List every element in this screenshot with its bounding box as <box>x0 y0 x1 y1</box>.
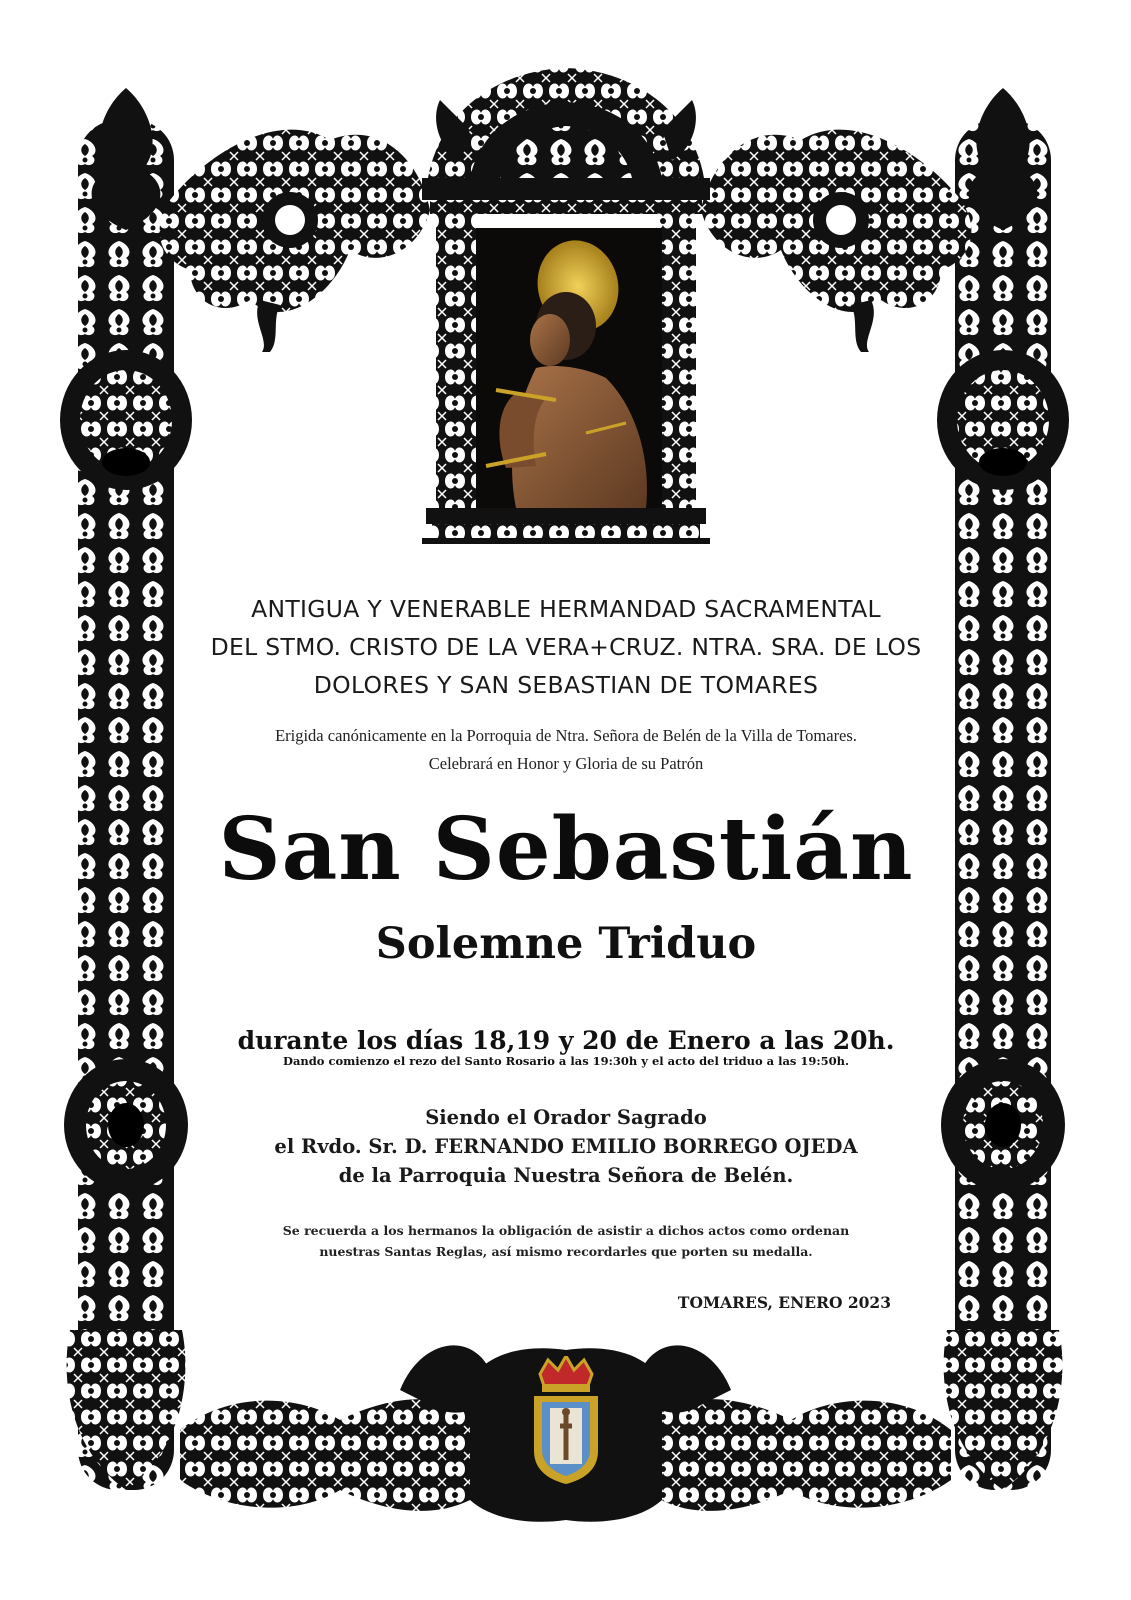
event-dates: durante los días 18,19 y 20 de Enero a las 20h. <box>237 1026 895 1055</box>
erected-line-2: Celebrará en Honor y Gloria de su Patrón <box>428 754 704 773</box>
brotherhood-line-1: ANTIGUA Y VENERABLE HERMANDAD SACRAMENTAL <box>251 595 881 623</box>
saint-name-heading: San Sebastián <box>218 799 914 900</box>
orator-info <box>200 1103 932 1190</box>
orator-line-3: de la Parroquia Nuestra Señora de Belén. <box>338 1164 794 1187</box>
brotherhood-name <box>200 590 932 704</box>
brotherhood-line-3: DOLORES Y SAN SEBASTIAN DE TOMARES <box>313 671 819 699</box>
event-title: Solemne Triduo <box>375 919 757 969</box>
place-date-signoff: TOMARES, ENERO 2023 <box>677 1293 891 1312</box>
erected-line-1: Erigida canónicamente en la Porroquia de Ntra. Señora de Belén de la Villa de Tomares. <box>275 726 857 745</box>
erection-notice <box>200 722 932 778</box>
top-right-scroll-ornament <box>701 130 971 352</box>
orator-line-1: Siendo el Orador Sagrado <box>425 1106 707 1129</box>
right-column-ornament <box>937 88 1069 1490</box>
reminder-line-2: nuestras Santas Reglas, así mismo recordarles que porten su medalla. <box>319 1244 813 1259</box>
top-left-scroll-ornament <box>160 130 430 352</box>
saint-portrait-image <box>476 228 662 508</box>
orator-line-2: el Rvdo. Sr. D. FERNANDO EMILIO BORREGO OJEDA <box>274 1135 858 1158</box>
reminder-line-1: Se recuerda a los hermanos la obligación de asistir a dichos actos como ordenan <box>282 1223 850 1238</box>
rosary-schedule: Dando comienzo el rezo del Santo Rosario a las 19:30h y el acto del triduo a las 19:50h. <box>282 1054 850 1068</box>
brotherhood-line-2: DEL STMO. CRISTO DE LA VERA+CRUZ. NTRA. SRA. DE LOS <box>210 633 922 661</box>
coat-of-arms-emblem <box>526 1356 606 1486</box>
left-column-ornament <box>60 88 192 1490</box>
members-reminder <box>200 1220 932 1262</box>
